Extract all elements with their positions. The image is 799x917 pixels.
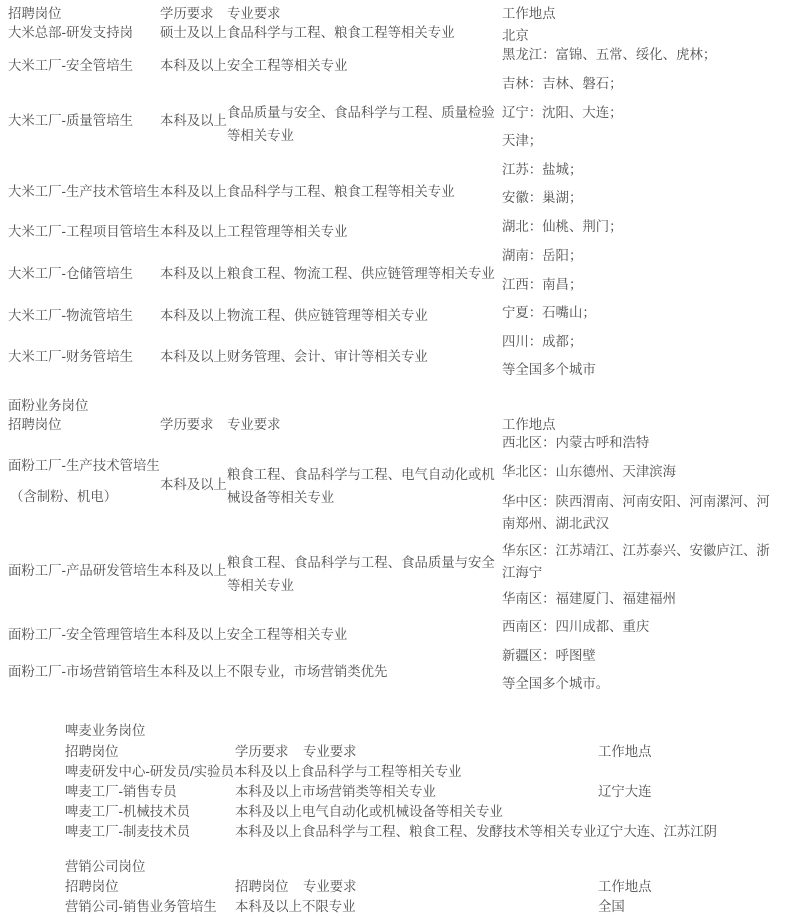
col-header-position: 招聘岗位 xyxy=(8,417,62,432)
location-item: 江西：南昌； xyxy=(502,277,583,292)
location-item: 西北区：内蒙古呼和浩特 xyxy=(502,435,650,450)
job-education: 本科及以上 xyxy=(160,349,227,364)
section-title: 营销公司岗位 xyxy=(65,859,146,874)
job-education: 本科及以上 xyxy=(160,477,227,492)
job-position: 面粉工厂-产品研发管培生 xyxy=(8,563,160,578)
col-header-major: 专业要求 xyxy=(227,417,281,432)
job-position: 大米工厂-财务管培生 xyxy=(8,349,133,364)
location-item: 吉林：吉林、磐石； xyxy=(502,76,623,91)
col-header-location: 工作地点 xyxy=(598,744,652,759)
location-item: 西南区：四川成都、重庆 xyxy=(502,619,650,634)
location-item: 等全国多个城市 xyxy=(502,362,596,377)
job-row-line xyxy=(160,223,347,240)
job-position: 大米工厂-生产技术管培生 xyxy=(8,184,160,199)
job-row-line xyxy=(235,803,503,820)
location-item: 湖南：岳阳； xyxy=(502,248,583,263)
job-position-note: （含制粉、机电） xyxy=(10,489,118,504)
location-item: 四川：成都； xyxy=(502,334,583,349)
job-major: 安全工程等相关专业 xyxy=(226,627,348,642)
job-major: 物流工程、供应链管理等相关专业 xyxy=(226,308,428,323)
job-position: 营销公司-销售业务管培生 xyxy=(65,899,217,914)
job-position: 面粉工厂-市场营销管培生 xyxy=(8,664,160,679)
location-item: 华中区：陕西渭南、河南安阳、河南漯河、河南郑州、湖北武汉 xyxy=(502,494,770,531)
job-position: 啤麦工厂-制麦技术员 xyxy=(65,824,190,839)
job-major: 粮食工程、物流工程、供应链管理等相关专业 xyxy=(226,266,495,281)
job-education: 硕士及以上 xyxy=(160,25,227,40)
col-header-location: 工作地点 xyxy=(502,6,556,21)
job-education: 本科及以上 xyxy=(235,804,302,819)
job-major: 食品科学与工程、粮食工程等相关专业 xyxy=(226,184,455,199)
job-major: 不限专业 xyxy=(301,899,356,914)
job-row-line xyxy=(235,783,436,800)
job-education: 本科及以上 xyxy=(235,824,302,839)
col-header-education: 学历要求 xyxy=(160,417,214,432)
job-major: 粮食工程、食品科学与工程、食品质量与安全等相关专业 xyxy=(227,555,495,593)
job-position: 啤麦研发中心-研发员/实验员 xyxy=(65,764,234,779)
job-education: 本科及以上 xyxy=(160,58,227,73)
job-position: 大米工厂-物流管培生 xyxy=(8,308,133,323)
col-header-education: 招聘岗位 xyxy=(235,879,289,894)
col-header-position: 招聘岗位 xyxy=(65,744,119,759)
job-education: 本科及以上 xyxy=(235,784,302,799)
job-row-line xyxy=(65,763,462,780)
col-header-location: 工作地点 xyxy=(502,417,556,432)
job-education: 本科及以上 xyxy=(235,899,302,914)
job-position: 大米工厂-质量管培生 xyxy=(8,113,133,128)
location-item: 新疆区：呼图壁 xyxy=(502,648,596,663)
job-education: 本科及以上 xyxy=(159,627,227,642)
location-item: 安徽：巢湖； xyxy=(502,190,583,205)
job-row-line xyxy=(8,626,347,643)
job-position: 啤麦工厂-机械技术员 xyxy=(65,804,190,819)
job-row-line xyxy=(160,24,455,41)
section-title: 面粉业务岗位 xyxy=(8,398,89,413)
col-header-education: 学历要求 xyxy=(235,744,289,759)
location-item: 湖北：仙桃、荆门； xyxy=(502,219,623,234)
col-header-location: 工作地点 xyxy=(598,879,652,894)
job-major: 粮食工程、食品科学与工程、电气自动化或机械设备等相关专业 xyxy=(227,467,495,505)
job-major: 工程管理等相关专业 xyxy=(226,224,348,239)
location-item: 华东区：江苏靖江、江苏泰兴、安徽庐江、浙江海宁 xyxy=(502,543,770,580)
job-row-line xyxy=(160,183,455,200)
location-item: 华南区：福建厦门、福建福州 xyxy=(502,591,677,606)
job-education: 本科及以上 xyxy=(159,664,227,679)
job-major: 不限专业，市场营销类优先 xyxy=(226,664,388,679)
col-header-position: 招聘岗位 xyxy=(8,6,62,21)
job-position: 大米工厂-工程项目管培生 xyxy=(8,224,160,239)
col-header-education: 学历要求 xyxy=(160,6,214,21)
location-item: 北京 xyxy=(502,28,529,43)
col-header-major: 专业要求 xyxy=(227,6,281,21)
job-education: 本科及以上 xyxy=(233,764,301,779)
location-item: 江苏：盐城； xyxy=(502,162,583,177)
job-education: 本科及以上 xyxy=(160,266,227,281)
job-row-line xyxy=(235,823,717,840)
job-position: 大米总部-研发支持岗 xyxy=(8,25,133,40)
job-education: 本科及以上 xyxy=(160,224,227,239)
job-position: 面粉工厂-生产技术管培生 xyxy=(8,458,160,473)
job-row-line xyxy=(160,307,428,324)
location-item: 等全国多个城市。 xyxy=(502,676,610,691)
job-location: 辽宁大连 xyxy=(598,784,652,799)
job-row-line xyxy=(8,663,387,680)
job-row-line xyxy=(160,348,428,365)
job-major: 食品科学与工程、粮食工程、发酵技术等相关专业 xyxy=(301,824,597,839)
job-education: 本科及以上 xyxy=(160,184,227,199)
col-header-major: 专业要求 xyxy=(303,744,357,759)
job-major: 市场营销类等相关专业 xyxy=(301,784,436,799)
job-education: 本科及以上 xyxy=(159,563,227,578)
section-title: 啤麦业务岗位 xyxy=(65,723,146,738)
job-row-line xyxy=(235,898,356,915)
job-row-line xyxy=(160,265,495,282)
location-item: 辽宁：沈阳、大连； xyxy=(502,105,623,120)
job-position: 大米工厂-安全管培生 xyxy=(8,58,133,73)
job-major: 财务管理、会计、审计等相关专业 xyxy=(226,349,428,364)
job-major: 安全工程等相关专业 xyxy=(226,58,348,73)
job-position: 啤麦工厂-销售专员 xyxy=(65,784,177,799)
job-major: 食品质量与安全、食品科学与工程、质量检验等相关专业 xyxy=(227,105,495,143)
location-item: 宁夏：石嘴山； xyxy=(502,305,596,320)
job-major: 电气自动化或机械设备等相关专业 xyxy=(301,804,503,819)
job-location: 辽宁大连、江苏江阴 xyxy=(596,824,718,839)
job-position: 面粉工厂-安全管理管培生 xyxy=(8,627,160,642)
location-item: 天津； xyxy=(502,133,543,148)
location-item: 黑龙江：富锦、五常、绥化、虎林； xyxy=(502,47,717,62)
job-row-line xyxy=(8,562,227,579)
job-education: 本科及以上 xyxy=(160,308,227,323)
col-header-position: 招聘岗位 xyxy=(65,879,119,894)
job-major: 食品科学与工程等相关专业 xyxy=(300,764,462,779)
job-row-line xyxy=(160,57,347,74)
location-item: 华北区：山东德州、天津滨海 xyxy=(502,464,677,479)
job-education: 本科及以上 xyxy=(160,113,227,128)
job-location: 全国 xyxy=(598,899,625,914)
job-major: 食品科学与工程、粮食工程等相关专业 xyxy=(226,25,455,40)
job-position: 大米工厂-仓储管培生 xyxy=(8,266,133,281)
col-header-major: 专业要求 xyxy=(303,879,357,894)
